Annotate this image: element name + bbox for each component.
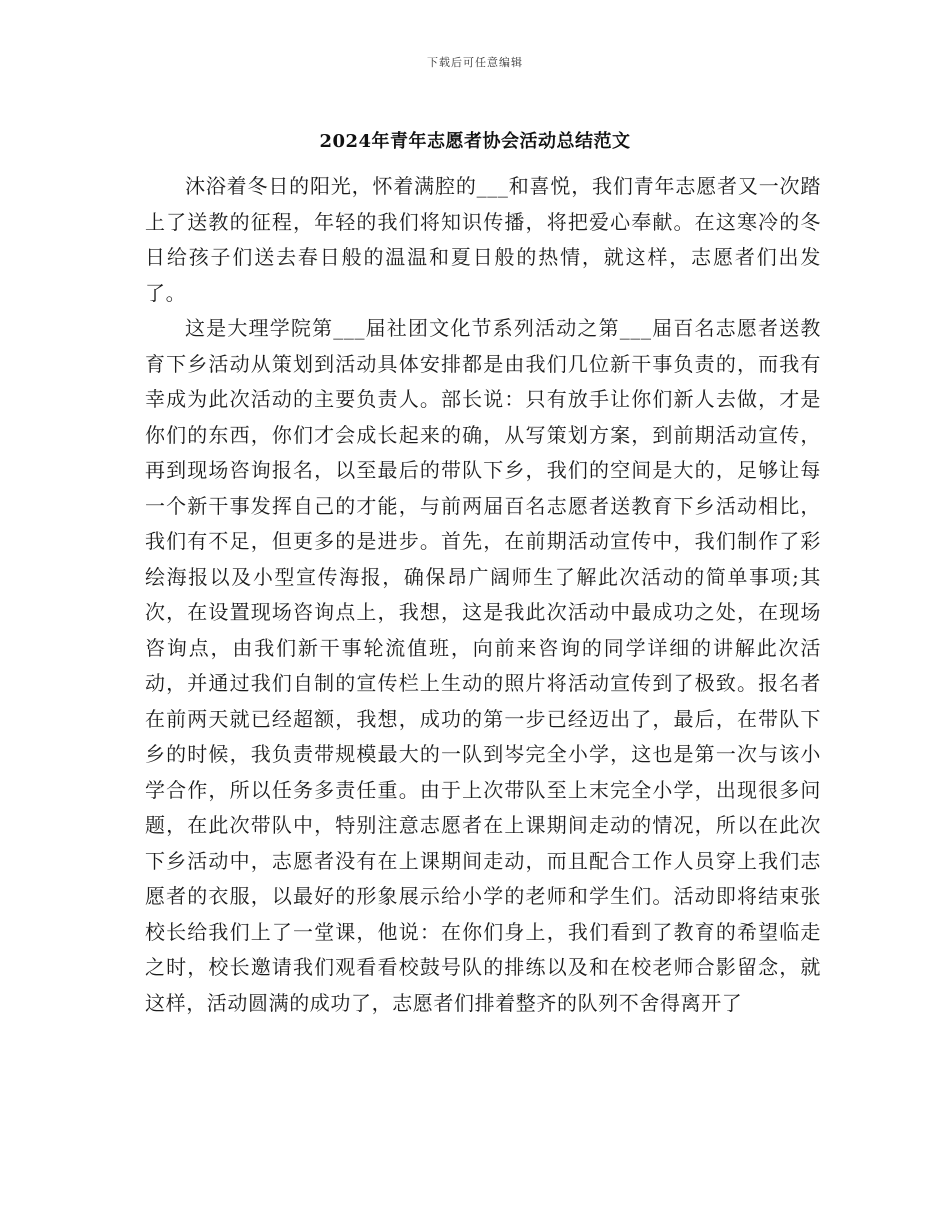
header-note: 下载后可任意编辑 — [427, 56, 523, 69]
document-body — [145, 169, 821, 1021]
paragraph-main: 这是大理学院第___届社团文化节系列活动之第___届百名志愿者送教育下乡活动从策划到活动具体安排都是由我们几位新干事负责的，而我有幸成为此次活动的主要负责人。部长说：只有放手让你们新人去做，才是你们的东西，你们才会成长起来的确，从写策划方案，到前期活动宣传，再到现场咨询报名，以至最后的带队下乡，我们的空间是大的，足够让每一个新干事发挥自己的才能，与前两届百名志愿者送教育下乡活动相比，我们有不足，但更多的是进步。首先，在前期活动宣传中，我们制作了彩绘海报以及小型宣传海报，确保昂广阔师生了解此次活动的简单事项;其次，在设置现场咨询点上，我想，这是我此次活动中最成功之处，在现场咨询点，由我们新干事轮流值班，向前来咨询的同学详细的讲解此次活动，并通过我们自制的宣传栏上生动的照片将活动宣传到了极致。报名者在前两天就已经超额，我想，成功的第一步已经迈出了，最后，在带队下乡的时候，我负责带规模最大的一队到岑完全小学，这也是第一次与该小学合作，所以任务多责任重。由于上次带队至上末完全小学，出现很多问题，在此次带队中，特别注意志愿者在上课期间走动的情况，所以在此次下乡活动中，志愿者没有在上课期间走动，而且配合工作人员穿上我们志愿者的衣服，以最好的形象展示给小学的老师和学生们。活动即将结束张校长给我们上了一堂课，他说：在你们身上，我们看到了教育的希望临走之时，校长邀请我们观看看校鼓号队的排练以及和在校老师合影留念，就这样，活动圆满的成功了，志愿者们排着整齐的队列不舍得离开了 — [145, 316, 821, 1015]
paragraph-intro: 沐浴着冬日的阳光，怀着满腔的___和喜悦，我们青年志愿者又一次踏上了送教的征程，年轻的我们将知识传播，将把爱心奉献。在这寒冷的冬日给孩子们送去春日般的温温和夏日般的热情，就这样，志愿者们出发了。 — [145, 174, 821, 305]
document-title: 2024年青年志愿者协会活动总结范文 — [319, 131, 631, 152]
